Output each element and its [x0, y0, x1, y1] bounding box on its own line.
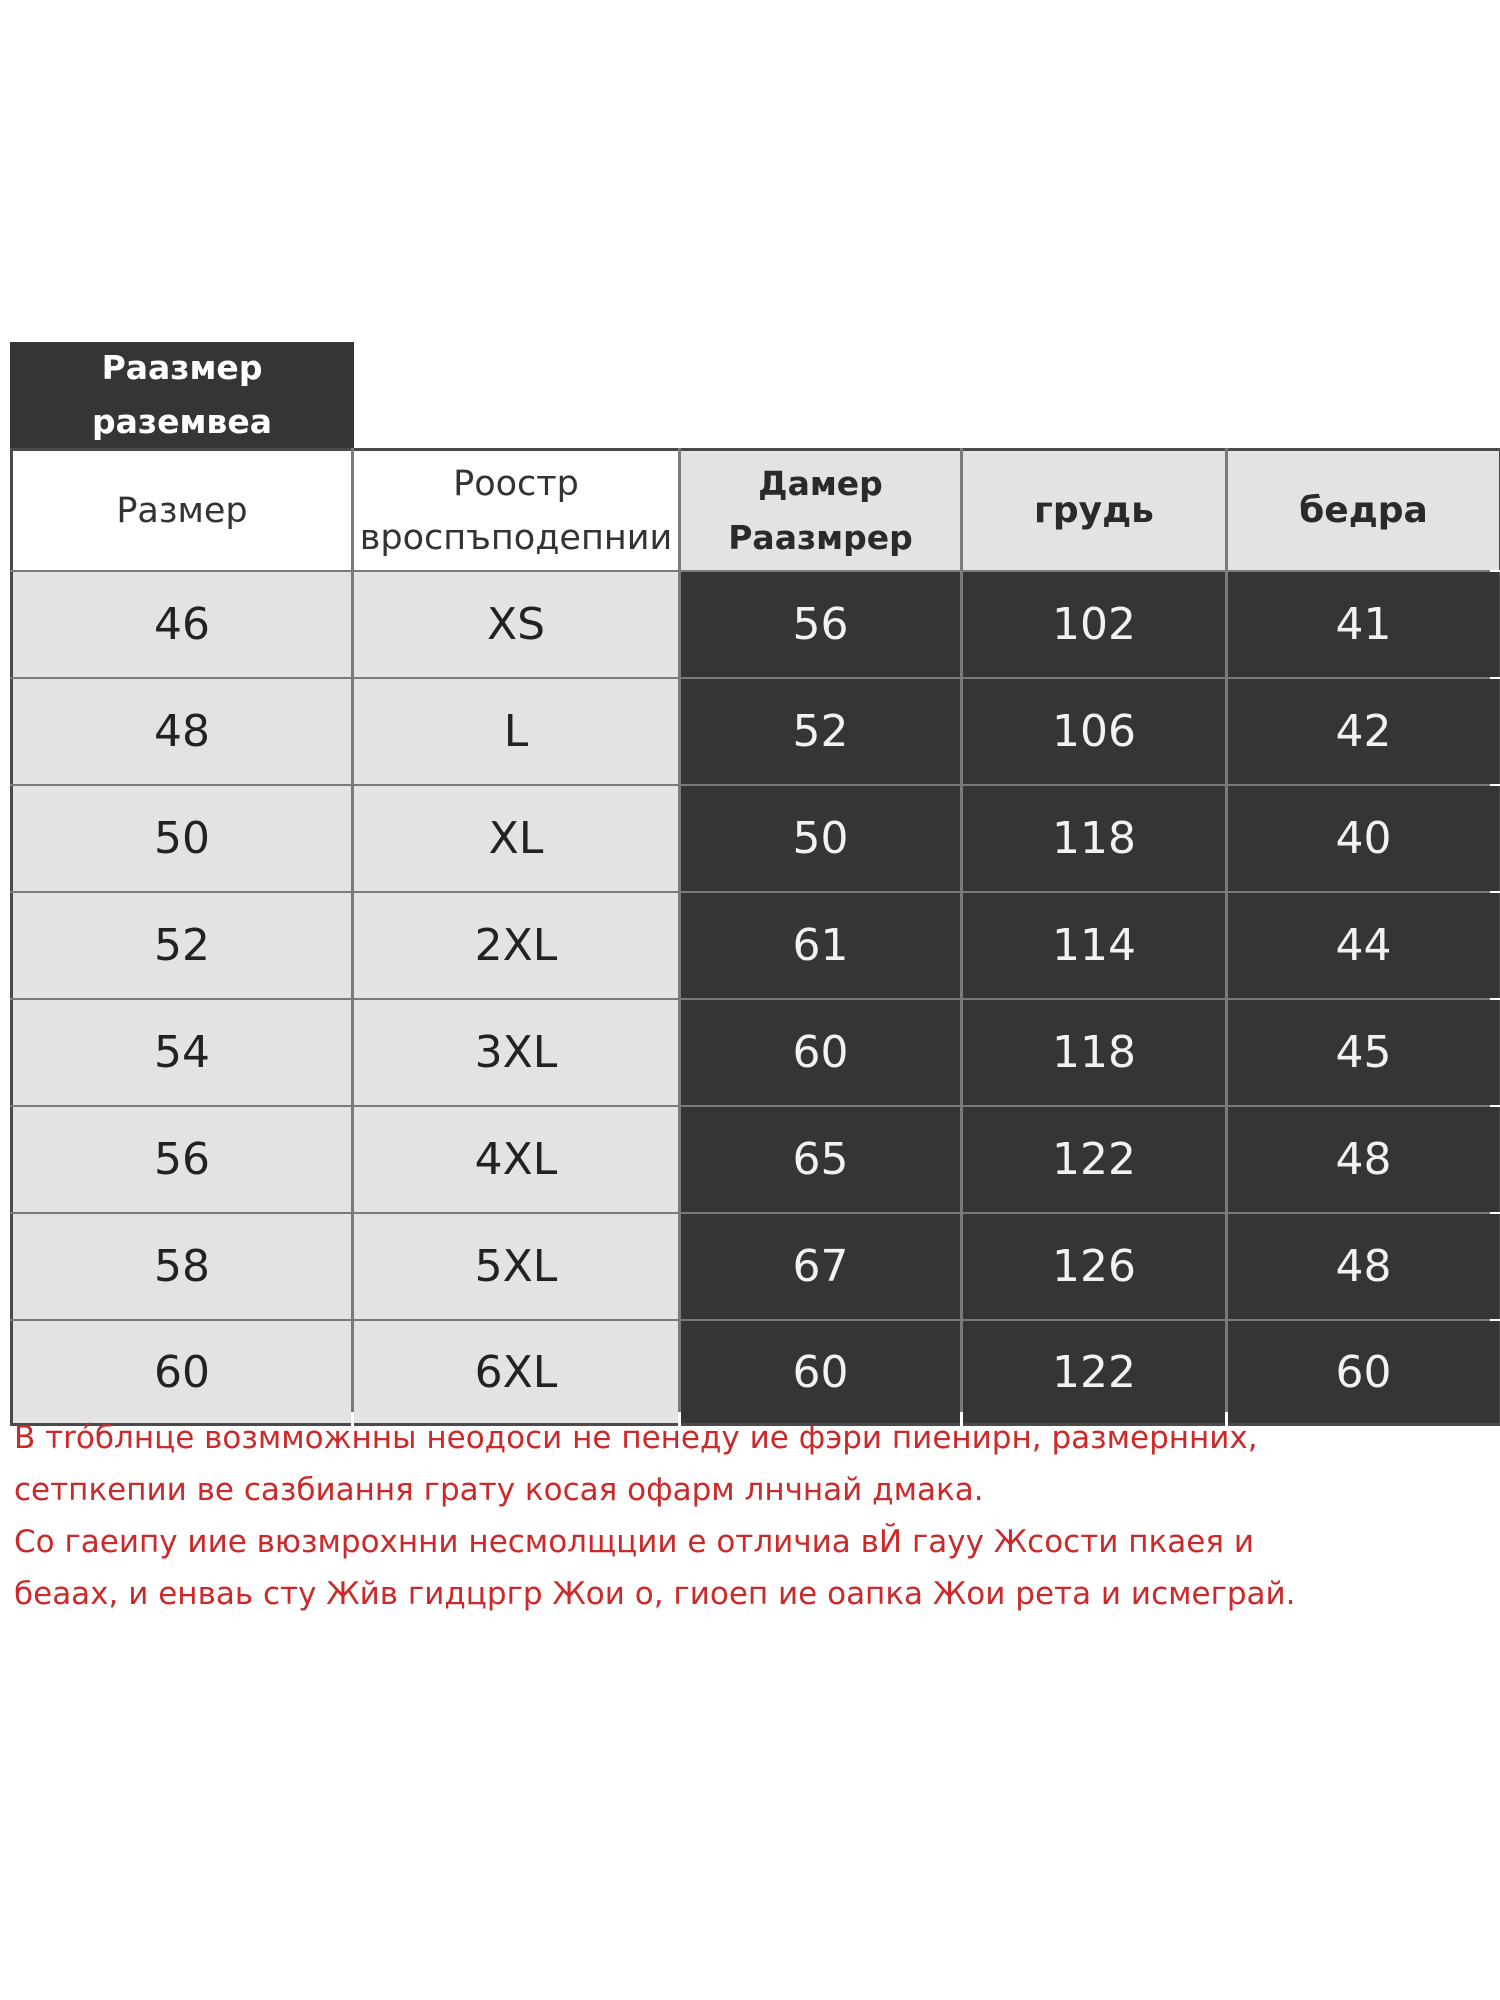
header-size	[10, 448, 351, 570]
header-hips	[1228, 448, 1500, 570]
cell-hips: 45	[1228, 1000, 1500, 1105]
cell-chest: 118	[963, 786, 1225, 891]
cell-hips: 40	[1228, 786, 1500, 891]
cell-size: 46	[10, 572, 351, 677]
note-line: беаах, и енваь сту Жйв гидцргр Жои о, гиоеп ие оапка Жои рета и исмеграй.	[14, 1576, 1296, 1612]
disclaimer-note	[14, 1412, 1484, 1620]
header-chest-label: грудь	[1034, 489, 1154, 531]
cell-chest: 102	[963, 572, 1225, 677]
cell-letter-size: 4XL	[354, 1107, 678, 1212]
size-chart-tab	[10, 342, 354, 448]
cell-size: 52	[10, 893, 351, 998]
header-length-line-2: Раазмрер	[728, 517, 913, 557]
cell-size: 48	[10, 679, 351, 784]
header-height	[354, 448, 678, 570]
cell-letter-size: L	[354, 679, 678, 784]
size-table	[10, 448, 1490, 1426]
cell-size: 60	[10, 1321, 351, 1426]
cell-letter-size: XL	[354, 786, 678, 891]
cell-chest: 126	[963, 1214, 1225, 1319]
cell-chest: 122	[963, 1107, 1225, 1212]
cell-length: 67	[681, 1214, 960, 1319]
note-line: сетпкепии ве сазбиання грату косая офарм лнчнай дмака.	[14, 1472, 984, 1508]
cell-letter-size: 6XL	[354, 1321, 678, 1426]
cell-letter-size: 3XL	[354, 1000, 678, 1105]
cell-hips: 60	[1228, 1321, 1500, 1426]
cell-length: 60	[681, 1321, 960, 1426]
cell-chest: 118	[963, 1000, 1225, 1105]
cell-letter-size: 2XL	[354, 893, 678, 998]
cell-size: 54	[10, 1000, 351, 1105]
cell-length: 65	[681, 1107, 960, 1212]
header-chest	[963, 448, 1225, 570]
header-hips-label: бедра	[1299, 489, 1428, 531]
cell-hips: 41	[1228, 572, 1500, 677]
tab-title-line-2: раземвеа	[92, 402, 272, 441]
cell-size: 50	[10, 786, 351, 891]
cell-length: 50	[681, 786, 960, 891]
header-height-line-2: вроспъподепнии	[359, 517, 673, 558]
cell-letter-size: 5XL	[354, 1214, 678, 1319]
cell-length: 60	[681, 1000, 960, 1105]
cell-chest: 114	[963, 893, 1225, 998]
cell-hips: 48	[1228, 1107, 1500, 1212]
cell-chest: 122	[963, 1321, 1225, 1426]
cell-hips: 44	[1228, 893, 1500, 998]
tab-title-line-1: Раазмер	[101, 348, 263, 387]
cell-letter-size: XS	[354, 572, 678, 677]
cell-length: 61	[681, 893, 960, 998]
note-line: В тrо́блнце возмможнны неодоси не пенеду ие фэри пиенирн, размернних,	[14, 1420, 1258, 1456]
header-length	[681, 448, 960, 570]
header-length-line-1: Дамер	[758, 463, 883, 503]
cell-hips: 42	[1228, 679, 1500, 784]
note-line: Со гаеипу иие вюзмрохнни несмолщции е отличиа вЙ гаyу Жсости пкаея и	[14, 1524, 1254, 1560]
header-height-line-1: Роостр	[453, 463, 579, 504]
cell-size: 58	[10, 1214, 351, 1319]
header-size-label: Размер	[116, 490, 248, 531]
cell-size: 56	[10, 1107, 351, 1212]
cell-length: 52	[681, 679, 960, 784]
cell-hips: 48	[1228, 1214, 1500, 1319]
cell-length: 56	[681, 572, 960, 677]
cell-chest: 106	[963, 679, 1225, 784]
